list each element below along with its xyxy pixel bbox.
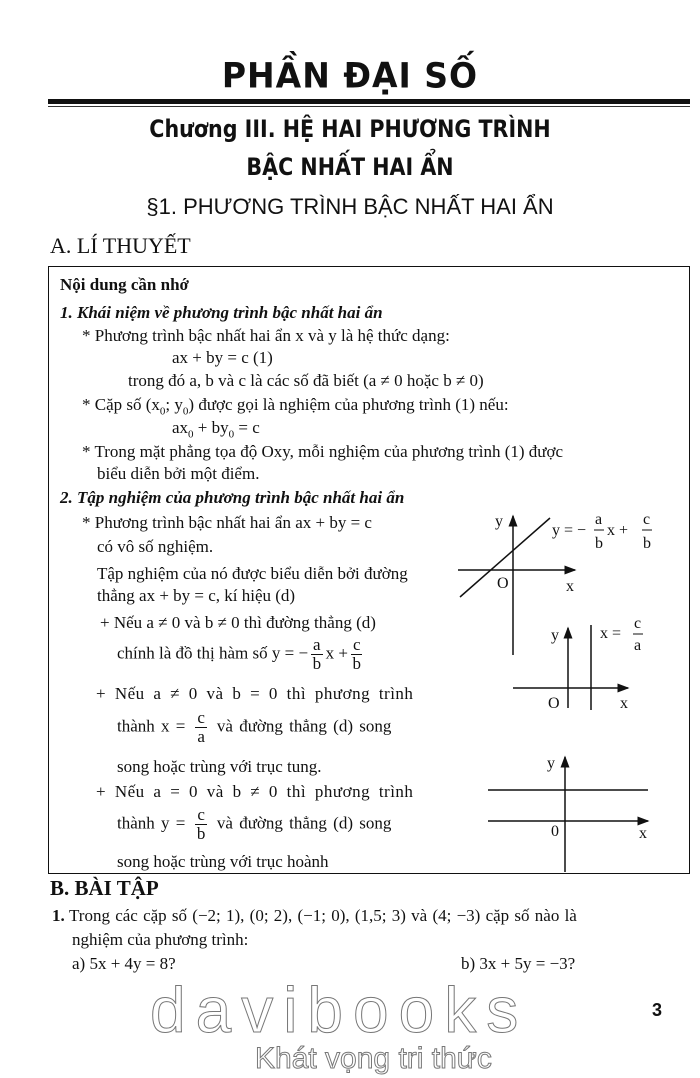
text-line: thành y = $\frac{c}{b}$ và đường thẳng (d) song (117, 805, 392, 843)
equation-label: x + (607, 522, 629, 539)
chapter-title-line2: BẬC NHẤT HAI ẨN (246, 153, 454, 181)
exercise-heading: B. BÀI TẬP (50, 876, 159, 900)
item1-title: 1. Khái niệm về phương trình bậc nhất hai ẩn (60, 303, 383, 322)
exercise-1a: a) 5x + 4y = 8? (72, 954, 176, 973)
text-line: * Phương trình bậc nhất hai ẩn ax + by = c (82, 513, 372, 532)
box-heading: Nội dung cần nhớ (60, 275, 189, 294)
text-line: song hoặc trùng với trục hoành (117, 852, 329, 871)
origin-label: O (548, 695, 560, 712)
graph-horizontal-line (488, 755, 648, 872)
frac-den: a (634, 637, 642, 654)
text-line: * Trong mặt phẳng tọa độ Oxy, mỗi nghiệm của phương trình (1) được (82, 442, 564, 461)
x-label: x (639, 825, 647, 842)
frac-num: c (643, 511, 651, 528)
equation-label: x = (600, 625, 622, 642)
y-label: y (551, 627, 559, 644)
fraction-c-over-a: $\frac{c}{a}$ (197, 708, 205, 746)
text-line: thành x = $\frac{c}{a}$ và đường thẳng (d) song (117, 708, 392, 746)
text-line: + Nếu a = 0 và b ≠ 0 thì phương trình (96, 782, 414, 801)
text-line: chính là đồ thị hàm số y = − $\frac{a}{b}$ x + $\frac{c}{b}$ (117, 635, 361, 673)
fraction-a-over-b: $\frac{a}{b}$ (312, 635, 322, 673)
text-line: biểu diễn bởi một điểm. (97, 464, 260, 483)
text-line: * Cặp số ($x_0$; $y_0$) được gọi là nghiệm của phương trình (1) nếu: (82, 395, 509, 418)
exercise-1-line1: 1. Trong các cặp số (−2; 1), (0; 2), (−1; 0), (1,5; 3) và (4; −3) cặp số nào là (52, 906, 577, 925)
equation-label: y = − (552, 522, 587, 539)
text-line: trong đó a, b và c là các số đã biết (a ≠ 0 hoặc b ≠ 0) (128, 371, 484, 390)
watermark-brand: davibooks (150, 974, 529, 1046)
section-title: §1. PHƯƠNG TRÌNH BẬC NHẤT HAI ẨN (146, 194, 554, 219)
text-line: thẳng ax + by = c, kí hiệu (d) (97, 586, 296, 605)
theory-heading: A. LÍ THUYẾT (50, 233, 191, 258)
fraction-c-over-b: $\frac{c}{b}$ (196, 805, 206, 843)
page-number: 3 (652, 1000, 663, 1020)
chapter-title-line1: Chương III. HỆ HAI PHƯƠNG TRÌNH (149, 115, 551, 143)
equation: ax + by = c (1) (172, 348, 273, 367)
fraction-c-over-b: $\frac{c}{b}$ (352, 635, 361, 673)
frac-num: c (634, 615, 642, 632)
part-title: PHẦN ĐẠI SỐ (221, 55, 479, 96)
equation: $ax_0 + by_0 = c$ (172, 418, 260, 441)
exercise-1-line2: nghiệm của phương trình: (72, 930, 249, 949)
text-line: song hoặc trùng với trục tung. (117, 757, 322, 776)
item2-title: 2. Tập nghiệm của phương trình bậc nhất hai ẩn (60, 488, 405, 507)
exercise-1b: b) 3x + 5y = −3? (461, 954, 576, 973)
text-line: có vô số nghiệm. (97, 537, 214, 556)
x-label: x (620, 695, 628, 712)
y-label: y (547, 755, 555, 772)
x-label: x (566, 578, 574, 595)
frac-den: b (595, 535, 603, 552)
frac-den: b (643, 535, 651, 552)
origin-label: 0 (551, 823, 559, 840)
y-label: y (495, 513, 503, 530)
text-line: + Nếu a ≠ 0 và b ≠ 0 thì đường thẳng (d) (100, 613, 376, 632)
graph-vertical-line (513, 615, 643, 712)
text-line: Tập nghiệm của nó được biểu diễn bởi đường (97, 564, 408, 583)
frac-num: a (595, 511, 603, 528)
watermark-slogan: Khát vọng tri thức (255, 1042, 492, 1075)
origin-label: O (497, 575, 509, 592)
text-line: + Nếu a ≠ 0 và b = 0 thì phương trình (96, 684, 414, 703)
text-line: * Phương trình bậc nhất hai ẩn x và y là hệ thức dạng: (82, 326, 450, 345)
